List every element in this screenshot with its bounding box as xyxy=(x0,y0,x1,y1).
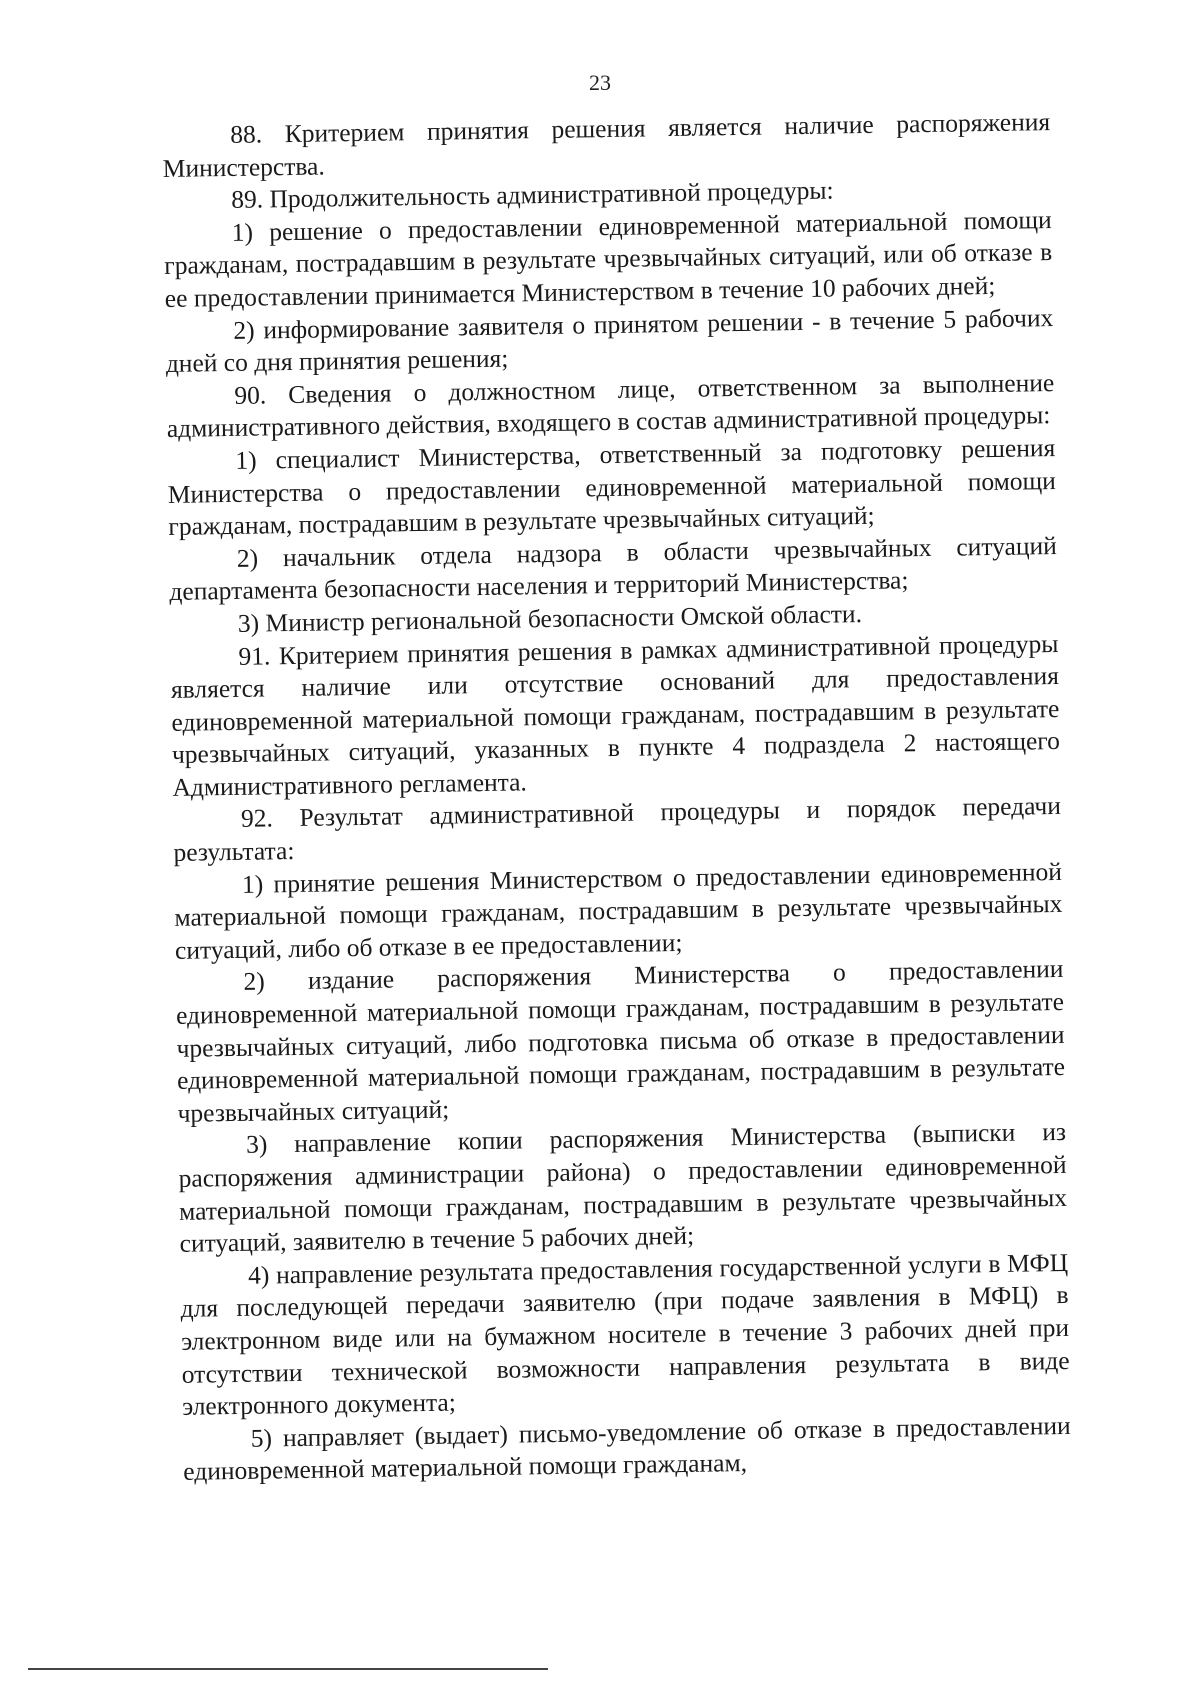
paragraph-91: 91. Критерием принятия решения в рамках административной процедуры является наличие или отсутствие оснований для предоставления единовременной материальной помощи гражданам, пострадавшим в результате чрезвычайных ситуаций, указанных в пункте 4 подраздела 2 настоящего Административного регламента. xyxy=(170,628,1061,802)
page-number: 23 xyxy=(589,70,611,95)
bottom-rule xyxy=(28,1668,548,1670)
paragraph-90-item-2: 2) начальник отдела надзора в области чрезвычайных ситуаций департамента безопасности населения и территорий Министерства; xyxy=(169,530,1058,607)
paragraph-90-item-3: 3) Министр региональной безопасности Омской области. xyxy=(237,598,863,638)
paragraph-92-item-3: 3) направление копии распоряжения Министерства (выписки из распоряжения администрации района) о предоставлении единовременной материальной помощи гражданам, пострадавшим в результате чрезвычайных ситуаций, заявителю в течение 5 рабочих дней; xyxy=(178,1117,1068,1259)
paragraph-92-item-5: 5) направляет (выдает) письмо-уведомление об отказе в предоставлении единовременной материальной помощи гражданам, xyxy=(183,1410,1071,1487)
paragraph-90-item-1: 1) специалист Министерства, ответственный за подготовку решения Министерства о предоставлении единовременной материальной помощи гражданам, пострадавшим в результате чрезвычайных ситуаций; xyxy=(167,432,1056,542)
paragraph-88: 88. Критерием принятия решения является наличие распоряжения Министерства. xyxy=(162,107,1051,183)
paragraph-92-item-1: 1) принятие решения Министерством о предоставлении единовременной материальной помощи гражданам, пострадавшим в результате чрезвычайных ситуаций, либо об отказе в ее предоставлении; xyxy=(174,856,1063,965)
paragraph-92: 92. Результат административной процедуры и порядок передачи результата: xyxy=(173,791,1062,867)
paragraph-92-item-4: 4) направление результата предоставления государственной услуги в МФЦ для последующей передачи заявителю (при подаче заявления в МФЦ) в электронном виде или на бумажном носителе в течение 3 рабочих дней при отсутствии технической возможности направления результата в виде электронного документа; xyxy=(180,1247,1070,1421)
document-body xyxy=(162,106,1071,1489)
paragraph-92-item-2: 2) издание распоряжения Министерства о предоставлении единовременной материальной помощи гражданам, пострадавшим в результате чрезвычайных ситуаций, либо подготовка письма об отказе в предоставлении единовременной материальной помощи гражданам, пострадавшим в результате чрезвычайных ситуаций; xyxy=(175,954,1066,1128)
paragraph-89-item-2: 2) информирование заявителя о принятом решении - в течение 5 рабочих дней со дня принятия решения; xyxy=(165,302,1054,379)
paragraph-89-item-1: 1) решение о предоставлении единовременной материальной помощи гражданам, пострадавшим в результате чрезвычайных ситуаций, или об отказе в ее предоставлении принимается Министерством в течение 10 рабочих дней; xyxy=(164,204,1053,313)
paragraph-90: 90. Сведения о должностном лице, ответственном за выполнение административного действия, входящего в состав административной процедуры: xyxy=(166,367,1055,444)
paragraph-89: 89. Продолжительность административной процедуры: xyxy=(231,175,834,215)
